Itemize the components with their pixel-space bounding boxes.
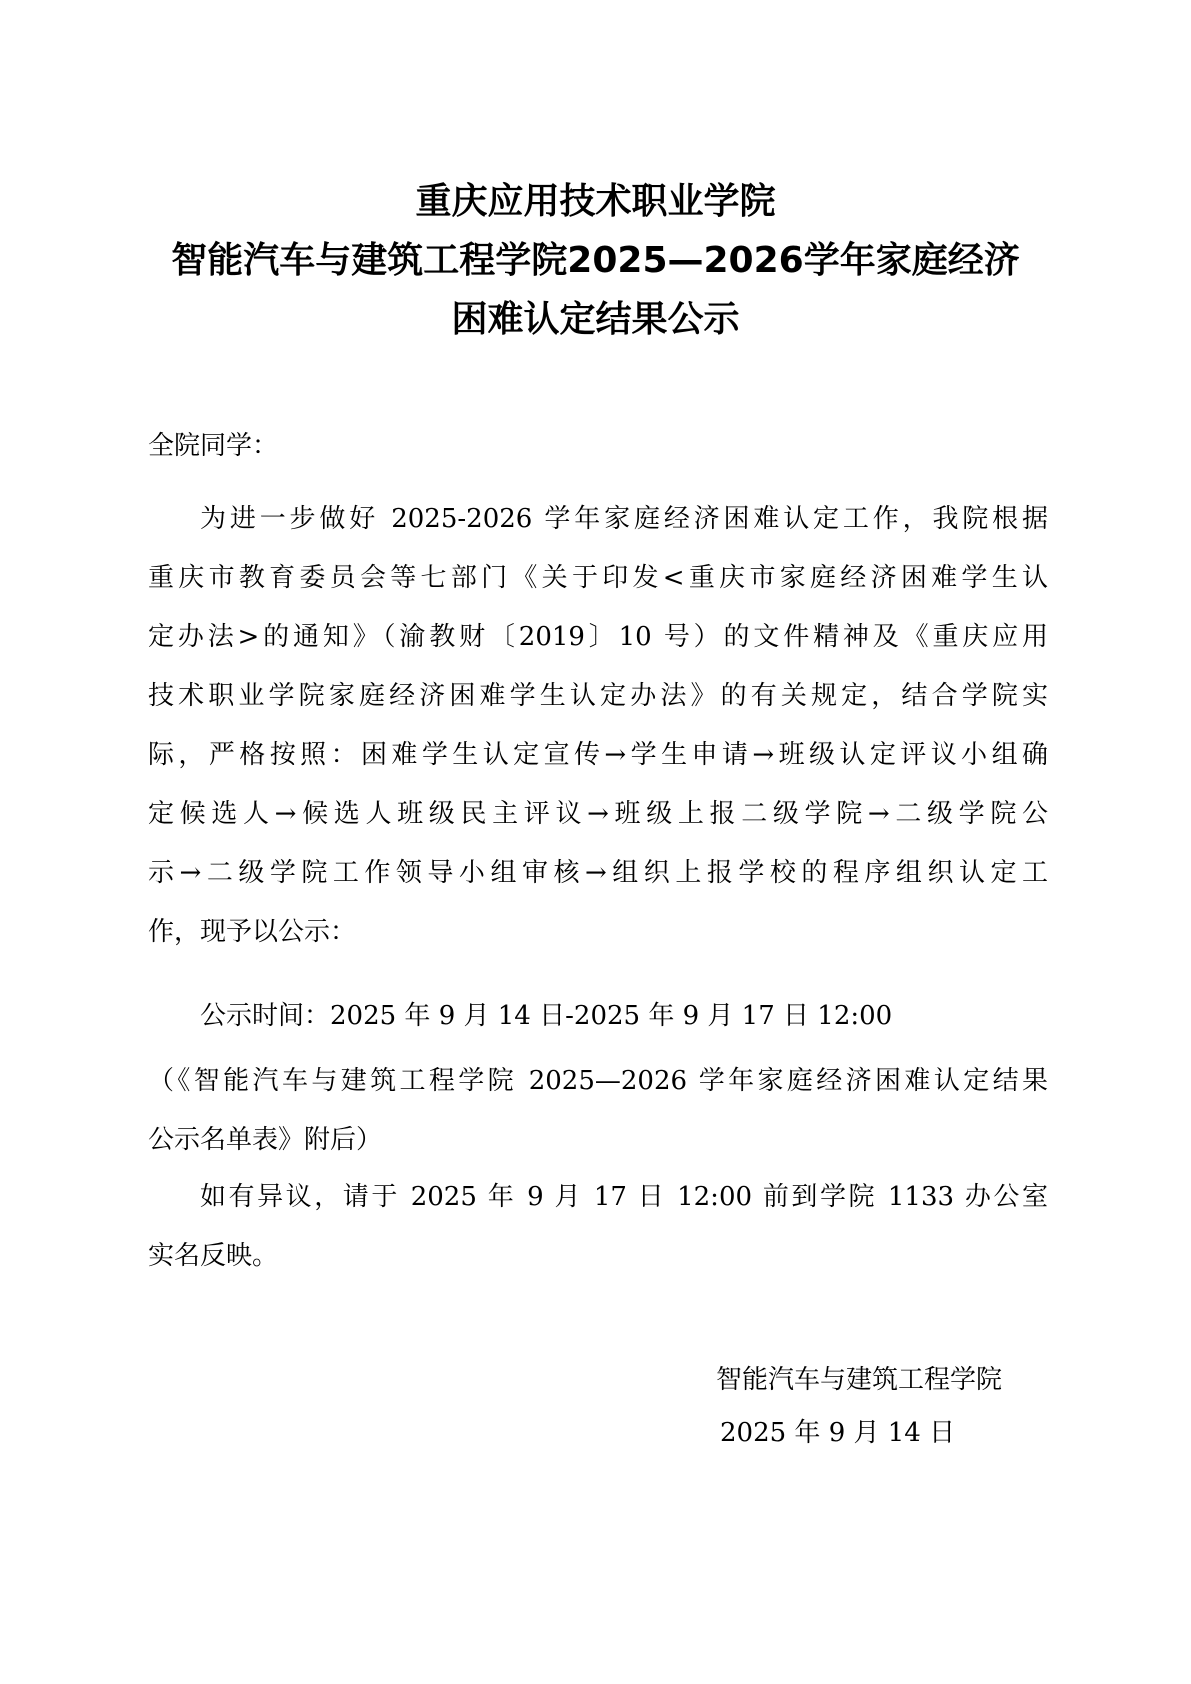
title-line-college: 智能汽车与建筑工程学院2025—2026学年家庭经济 (171, 240, 1020, 281)
body-line: 示→二级学院工作领导小组审核→组织上报学校的程序组织认定工 (148, 858, 1048, 888)
body-line: 重庆市教育委员会等七部门《关于印发<重庆市家庭经济困难学生认 (148, 563, 1048, 593)
objection-line: 如有异议，请于 2025 年 9 月 17 日 12:00 前到学院 1133 办公室 (200, 1182, 1048, 1212)
title-line-school: 重庆应用技术职业学院 (415, 181, 776, 222)
salutation: 全院同学： (148, 431, 279, 461)
title-line-subject: 困难认定结果公示 (451, 299, 740, 340)
signature-organization: 智能汽车与建筑工程学院 (716, 1365, 1003, 1395)
objection-line: 实名反映。 (148, 1241, 279, 1271)
body-line: 际，严格按照：困难学生认定宣传→学生申请→班级认定评议小组确 (148, 740, 1048, 770)
document-title (120, 172, 1071, 349)
body-line: 技术职业学院家庭经济困难学生认定办法》的有关规定，结合学院实 (148, 681, 1048, 711)
signature-date: 2025 年 9 月 14 日 (720, 1418, 956, 1448)
publicity-time: 公示时间：2025 年 9 月 14 日-2025 年 9 月 17 日 12:00 (200, 1001, 893, 1031)
body-line: 为进一步做好 2025-2026 学年家庭经济困难认定工作，我院根据 (200, 504, 1048, 534)
attachment-note (148, 1052, 1048, 1170)
objection-note (148, 1168, 1048, 1286)
attachment-line: （《智能汽车与建筑工程学院 2025—2026 学年家庭经济困难认定结果 (148, 1066, 1048, 1096)
attachment-line: 公示名单表》附后） (148, 1125, 383, 1155)
body-line: 定候选人→候选人班级民主评议→班级上报二级学院→二级学院公 (148, 799, 1048, 829)
body-line: 定办法>的通知》（渝教财〔2019〕10 号）的文件精神及《重庆应用 (148, 622, 1048, 652)
body-line: 作，现予以公示： (148, 917, 357, 947)
body-paragraph (148, 490, 1048, 962)
